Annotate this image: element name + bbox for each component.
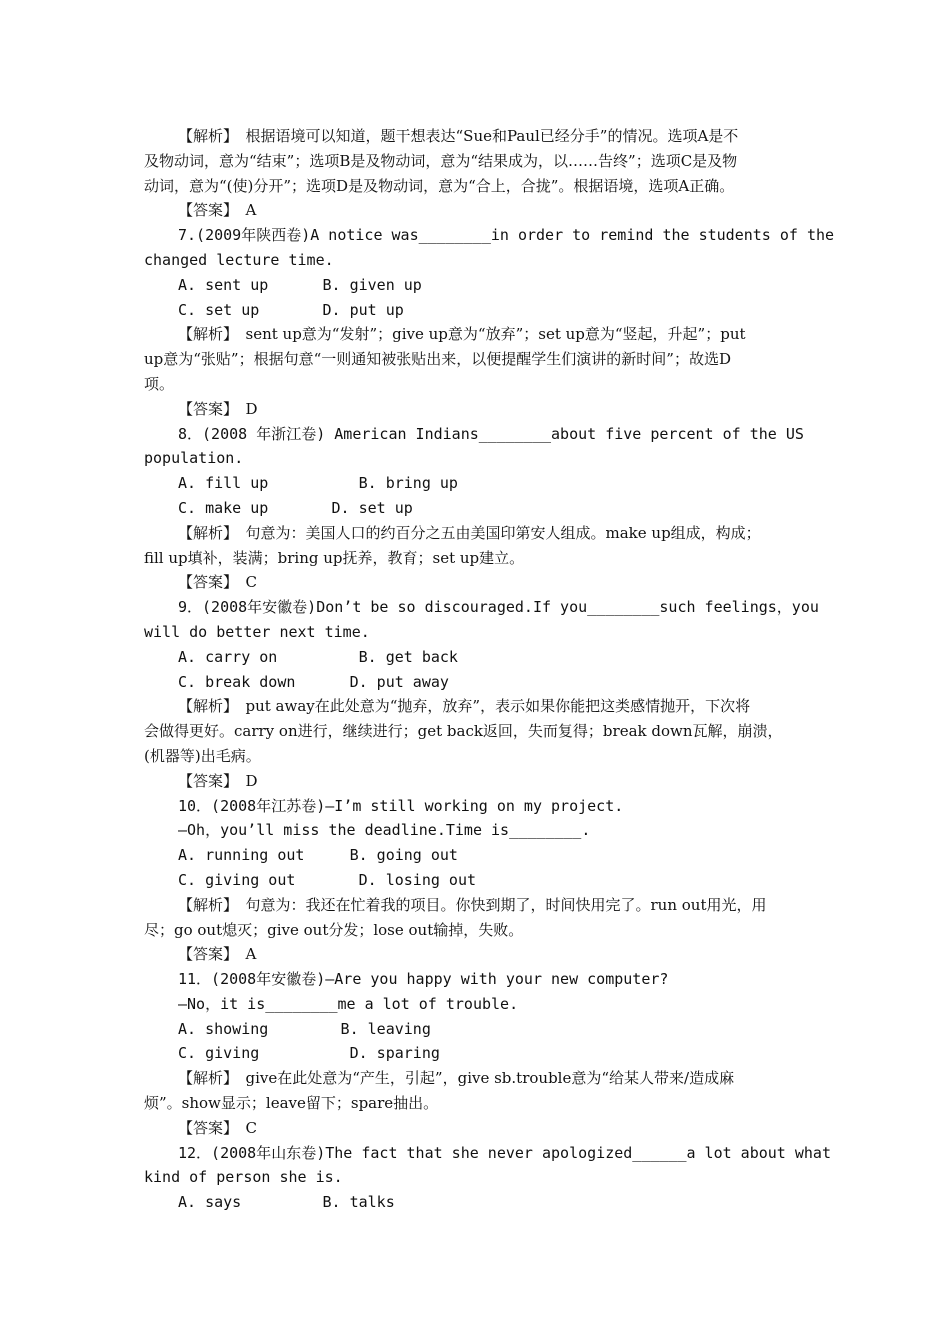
option-row: A. fill up B. bring up	[178, 474, 458, 493]
analysis-line: 【解析】 put away在此处意为“抛弃，放弃”，表示如果你能把这类感情抛开，下次将	[178, 697, 751, 716]
question-12-cont: kind of person she is.	[144, 1168, 343, 1187]
question-11-cont: —No，it is________me a lot of trouble.	[178, 994, 519, 1013]
answer-line: 【答案】 C	[178, 1118, 257, 1137]
answer-line: 【答案】 D	[178, 399, 258, 418]
analysis-line: 【解析】 根据语境可以知道，题干想表达“Sue和Paul已经分手”的情况。选项A是不	[178, 127, 739, 145]
question-9-cont: will do better next time.	[144, 622, 370, 641]
answer-line: 【答案】 C	[178, 573, 257, 592]
analysis-line: fill up填补，装满；bring up抚养，教育；set up建立。	[144, 548, 525, 567]
question-8: 8．(2008 年浙江卷) American Indians________about five percent of the US	[178, 424, 804, 443]
analysis-line: 项。	[144, 374, 175, 393]
analysis-line: 尽；go out熄灭；give out分发；lose out输掉，失败。	[144, 920, 524, 939]
document-page	[144, 124, 835, 1215]
analysis-line: 动词，意为“(使)分开”；选项D是及物动词，意为“合上，合拢”。根据语境，选项A正确。	[144, 176, 735, 195]
analysis-line: 【解析】 句意为：美国人口的约百分之五由美国印第安人组成。make up组成，构成；	[178, 523, 761, 542]
option-row: A. sent up B. given up	[178, 275, 422, 294]
question-10-cont: —Oh，you’ll miss the deadline.Time is________.	[178, 821, 591, 840]
answer-line: 【答案】 A	[178, 945, 257, 964]
option-row: A. showing B. leaving	[178, 1019, 431, 1038]
option-row: A. says B. talks	[178, 1193, 395, 1212]
analysis-line: 及物动词，意为“结束”；选项B是及物动词，意为“结果成为，以……告终”；选项C是及物	[144, 151, 738, 170]
analysis-line: up意为“张贴”；根据句意“一则通知被张贴出来，以便提醒学生们演讲的新时间”；故选D	[144, 350, 731, 369]
question-8-cont: population.	[144, 449, 244, 468]
option-row: C. giving D. sparing	[178, 1044, 440, 1063]
analysis-line: 【解析】 句意为：我还在忙着我的项目。你快到期了，时间快用完了。run out用光，用	[178, 895, 767, 914]
analysis-line: 烦”。show显示；leave留下；spare抽出。	[144, 1094, 439, 1113]
option-row: A. carry on B. get back	[178, 647, 458, 666]
analysis-line: 【解析】 sent up意为“发射”；give up意为“放弃”；set up意为“竖起，升起”；put	[178, 325, 746, 344]
answer-line: 【答案】 D	[178, 771, 258, 790]
analysis-line: (机器等)出毛病。	[144, 746, 261, 765]
question-11: 11．(2008年安徽卷)—Are you happy with your new computer?	[178, 970, 669, 989]
option-row: C. set up D. put up	[178, 300, 404, 319]
analysis-line: 会做得更好。carry on进行，继续进行；get back返回，失而复得；break down瓦解，崩溃，	[144, 722, 783, 741]
question-7-cont: changed lecture time.	[144, 250, 334, 269]
question-10: 10．(2008年江苏卷)—I’m still working on my project.	[178, 796, 624, 815]
option-row: A. running out B. going out	[178, 846, 458, 865]
option-row: C. break down D. put away	[178, 672, 449, 691]
question-9: 9．(2008年安徽卷)Don’t be so discouraged.If you________such feelings，you	[178, 598, 819, 617]
option-row: C. make up D. set up	[178, 498, 413, 517]
answer-line: 【答案】 A	[178, 201, 257, 220]
question-7: 7.(2009年陕西卷)A notice was________in order to remind the students of the	[178, 226, 835, 245]
analysis-line: 【解析】 give在此处意为“产生，引起”，give sb.trouble意为“给某人带来/造成麻	[178, 1069, 735, 1088]
question-12: 12．(2008年山东卷)The fact that she never apologized______a lot about what	[178, 1143, 831, 1162]
option-row: C. giving out D. losing out	[178, 870, 477, 889]
